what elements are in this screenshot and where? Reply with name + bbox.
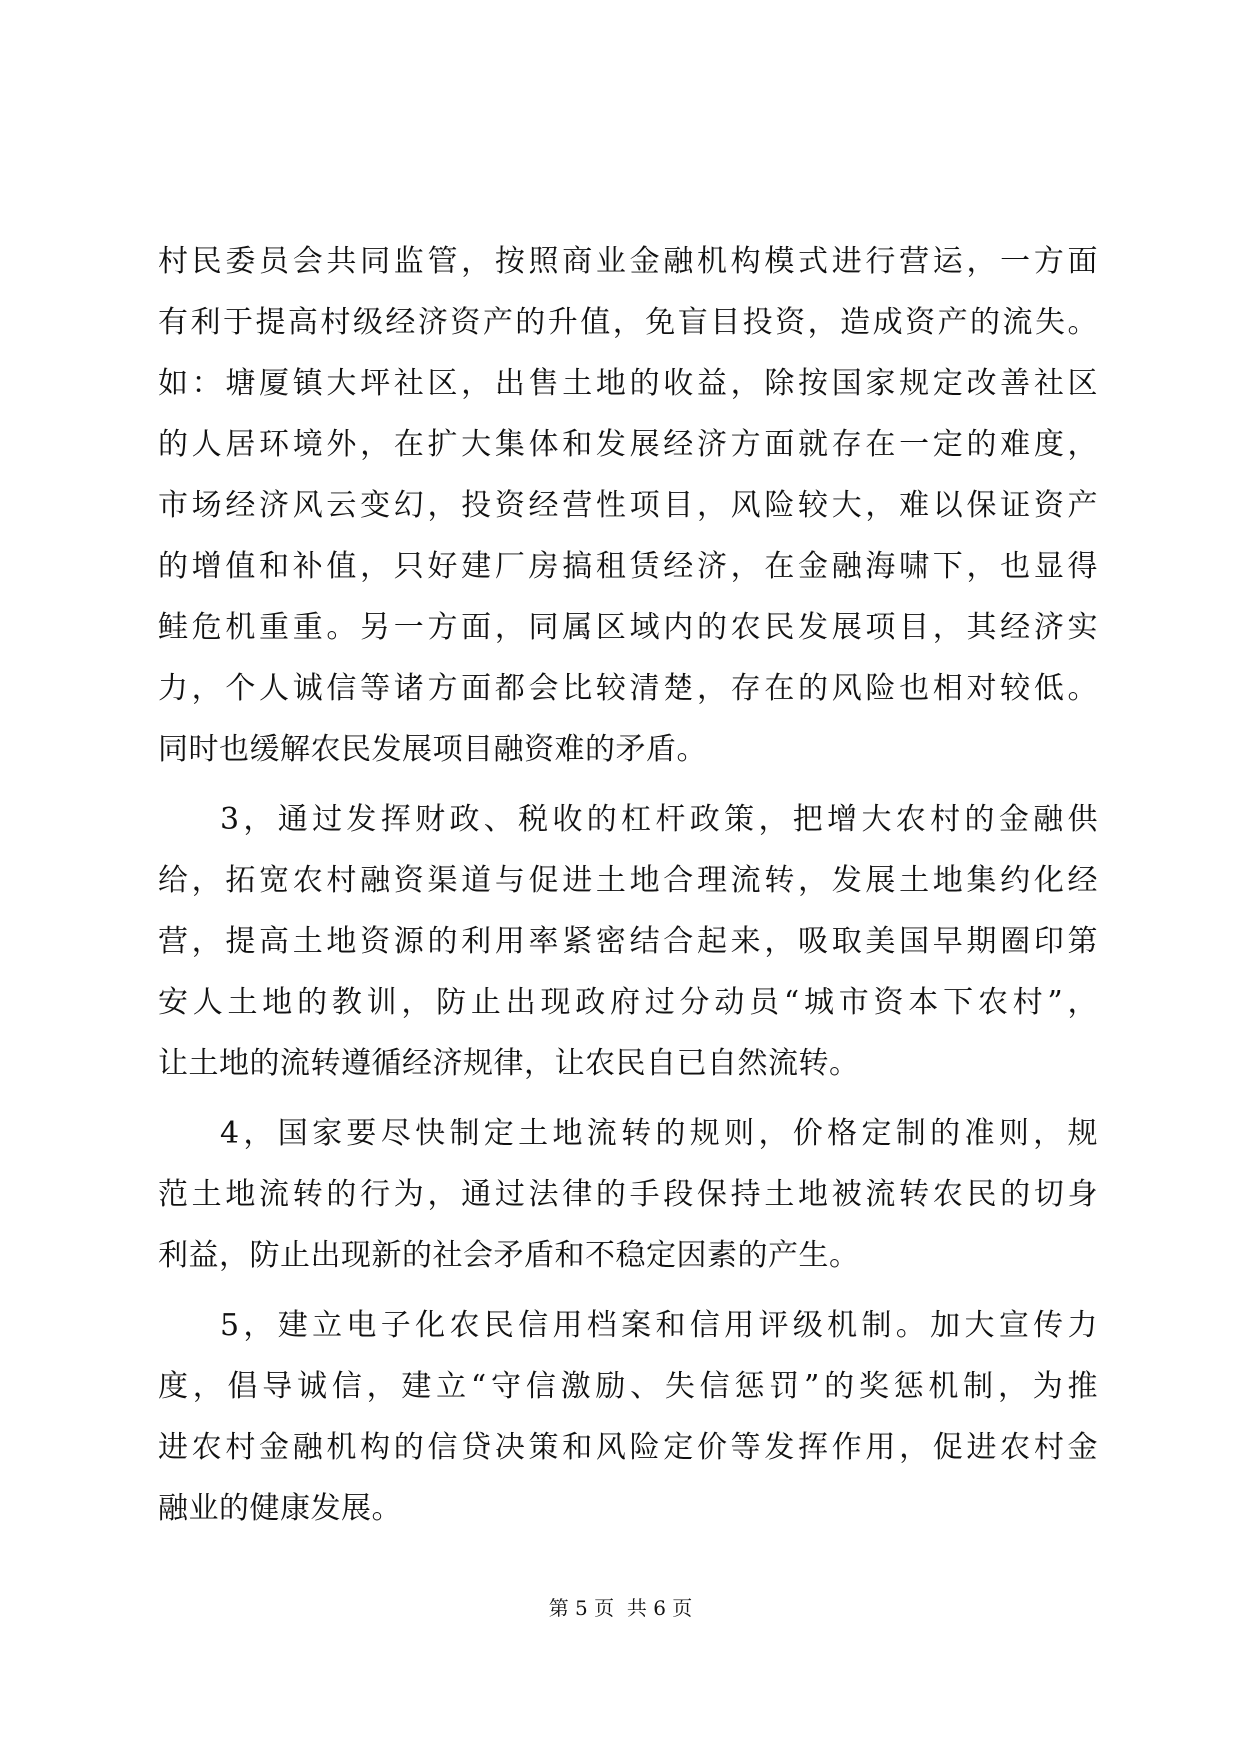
text-line: 鲑危机重重。另一方面，同属区域内的农民发展项目，其经济实 xyxy=(158,610,1098,645)
text-line: 同时也缓解农民发展项目融资难的矛盾。 xyxy=(158,732,707,767)
text-line: 范土地流转的行为，通过法律的手段保持土地被流转农民的切身 xyxy=(158,1177,1098,1212)
text-line: 给，拓宽农村融资渠道与促进土地合理流转，发展土地集约化经 xyxy=(158,863,1098,898)
text-line: 进农村金融机构的信贷决策和风险定价等发挥作用，促进农村金 xyxy=(158,1430,1098,1465)
paragraph-2 xyxy=(158,789,1098,1094)
text-line: 3，通过发挥财政、税收的杠杆政策，把增大农村的金融供 xyxy=(220,802,1098,837)
text-line: 利益，防止出现新的社会矛盾和不稳定因素的产生。 xyxy=(158,1238,860,1273)
text-line: 营，提高土地资源的利用率紧密结合起来，吸取美国早期圈印第 xyxy=(158,924,1098,959)
text-line: 的人居环境外，在扩大集体和发展经济方面就存在一定的难度， xyxy=(158,427,1098,462)
text-line: 5，建立电子化农民信用档案和信用评级机制。加大宣传力 xyxy=(220,1308,1098,1343)
text-line: 村民委员会共同监管，按照商业金融机构模式进行营运，一方面 xyxy=(158,244,1098,279)
text-line: 4，国家要尽快制定土地流转的规则，价格定制的准则，规 xyxy=(220,1116,1098,1151)
paragraph-4 xyxy=(158,1295,1098,1539)
text-line: 有利于提高村级经济资产的升值，免盲目投资，造成资产的流失。 xyxy=(158,305,1098,340)
text-line: 融业的健康发展。 xyxy=(158,1491,402,1526)
text-line: 度，倡导诚信，建立“守信激励、失信惩罚”的奖惩机制，为推 xyxy=(158,1369,1098,1404)
page-footer xyxy=(0,1592,1241,1621)
text-line: 的增值和补值，只好建厂房搞租赁经济，在金融海啸下，也显得 xyxy=(158,549,1098,584)
text-line: 安人土地的教训，防止出现政府过分动员“城市资本下农村”， xyxy=(158,985,1098,1020)
page-number: 第 5 页 共 6 页 xyxy=(548,1596,693,1620)
text-line: 力，个人诚信等诸方面都会比较清楚，存在的风险也相对较低。 xyxy=(158,671,1098,706)
paragraph-1 xyxy=(158,231,1098,780)
text-line: 让土地的流转遵循经济规律，让农民自已自然流转。 xyxy=(158,1046,860,1081)
body-text xyxy=(158,231,1098,1548)
text-line: 市场经济风云变幻，投资经营性项目，风险较大，难以保证资产 xyxy=(158,488,1098,523)
paragraph-3 xyxy=(158,1103,1098,1286)
text-line: 如：塘厦镇大坪社区，出售土地的收益，除按国家规定改善社区 xyxy=(158,366,1098,401)
